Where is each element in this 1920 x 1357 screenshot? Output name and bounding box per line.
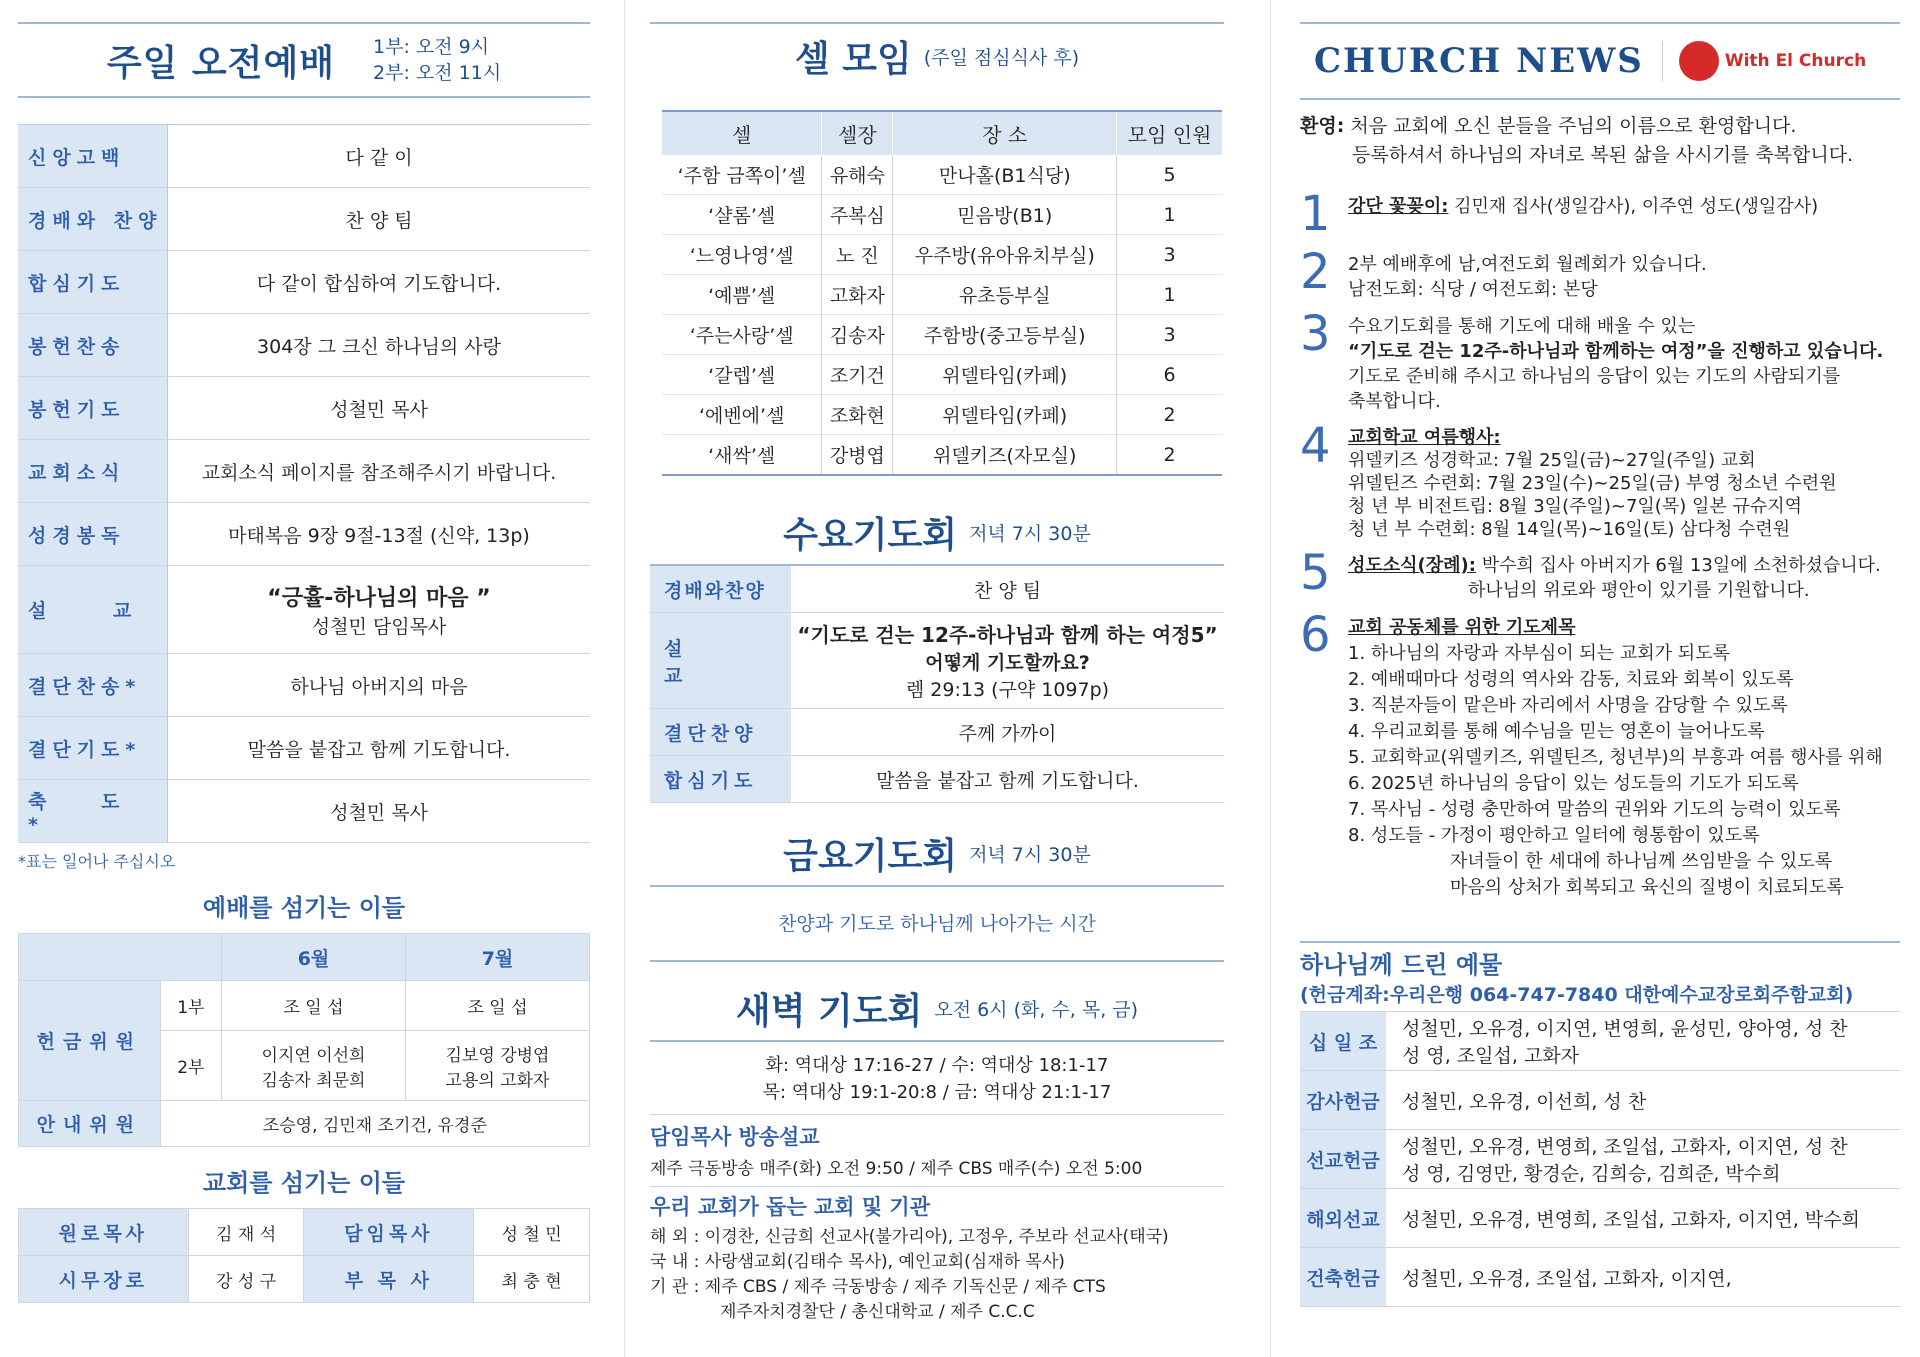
cell-place: 위델타임(카페) <box>893 355 1117 395</box>
news-header <box>1300 22 1900 100</box>
june-2a: 이지연 이선희 <box>261 1045 366 1066</box>
table-row <box>1300 1012 1900 1071</box>
worship-column <box>0 0 620 1357</box>
offering-names: 성철민, 오유경, 이지연, 변영희, 윤성민, 양아영, 성 찬 <box>1402 1018 1848 1040</box>
news-line: 김민재 집사(생일감사), 이주연 성도(생일감사) <box>1454 196 1819 217</box>
cell-col-header: 셀 <box>662 111 822 155</box>
welcome <box>1300 112 1900 170</box>
staff-name: 김 재 석 <box>188 1209 304 1256</box>
offering-table <box>1300 1011 1900 1307</box>
prayer-item: 7. 목사님 - 성령 충만하여 말씀의 권위와 기도의 능력이 있도록 <box>1348 799 1841 820</box>
staff-label: 원로목사 <box>19 1209 189 1256</box>
news-number: 6 <box>1300 607 1331 663</box>
worship-title: 주일 오전예배 <box>106 42 336 84</box>
prayer-item: 자녀들이 한 세대에 하나님께 쓰임받을 수 있도록 <box>1450 851 1833 872</box>
staff-title: 교회를 섬기는 이들 <box>202 1169 406 1197</box>
news-line: 하나님의 위로와 평안이 있기를 기원합니다. <box>1468 580 1810 601</box>
staff-name: 최 충 현 <box>474 1256 590 1303</box>
order-label: 결단기도* <box>18 717 168 780</box>
offering-names: 성 영, 조일섭, 고화자 <box>1402 1045 1580 1067</box>
cell-place: 믿음방(B1) <box>893 195 1117 235</box>
news-line: 수요기도회를 통해 기도에 대해 배울 수 있는 <box>1348 316 1696 337</box>
order-row <box>18 188 590 251</box>
standing-note: *표는 일어나 주십시오 <box>18 852 176 871</box>
support-org-2: 제주자치경찰단 / 총신대학교 / 제주 C.C.C <box>720 1302 1035 1322</box>
table-row <box>1300 1071 1900 1130</box>
support-title: 우리 교회가 돕는 교회 및 기관 <box>650 1195 930 1219</box>
worship-header <box>18 22 590 98</box>
wednesday-table <box>650 566 1224 803</box>
order-row <box>18 377 590 440</box>
worship-time-2: 2부: 오전 11시 <box>373 62 502 84</box>
cell-count: 2 <box>1117 435 1222 476</box>
dawn-header <box>650 976 1224 1042</box>
wed-sermon-sub: 어떻게 기도할까요? <box>925 652 1090 674</box>
offering-label: 선교헌금 <box>1300 1130 1386 1189</box>
cell-count: 5 <box>1117 155 1222 195</box>
dawn-line-1: 화: 역대상 17:16-27 / 수: 역대상 18:1-17 <box>765 1055 1109 1076</box>
offering-names: 성철민, 오유경, 이선희, 성 찬 <box>1402 1090 1647 1113</box>
news-number: 1 <box>1300 186 1331 242</box>
wednesday-header <box>650 500 1224 566</box>
friday-desc: 찬양과 기도로 하나님께 나아가는 시간 <box>650 887 1224 962</box>
table-row <box>662 155 1222 195</box>
hymn-value: 주께 가까이 <box>791 709 1224 756</box>
offering-label: 십 일 조 <box>1300 1012 1386 1071</box>
cell-leader: 고화자 <box>822 275 893 315</box>
cell-name: ‘새싹’셀 <box>662 435 822 476</box>
order-label: 봉헌찬송 <box>18 314 168 377</box>
july-2b: 고용의 고화자 <box>445 1070 550 1091</box>
order-value: 다 같 이 <box>168 125 591 188</box>
order-value: 말씀을 붙잡고 함께 기도합니다. <box>168 717 591 780</box>
order-value: 찬 양 팀 <box>168 188 591 251</box>
order-value: 다 같이 합심하여 기도합니다. <box>168 251 591 314</box>
prayer-item: 8. 성도들 - 가정이 평안하고 일터에 형통함이 있도록 <box>1348 825 1760 846</box>
ushers: 조승영, 김민재 조기건, 유경준 <box>160 1101 589 1147</box>
prayer-item: 1. 하나님의 자랑과 자부심이 되는 교회가 되도록 <box>1348 643 1730 664</box>
news-head: 강단 꽃꽂이: <box>1348 196 1449 217</box>
cell-count: 6 <box>1117 355 1222 395</box>
order-label: 성경봉독 <box>18 503 168 566</box>
order-label: 합심기도 <box>18 251 168 314</box>
table-row <box>662 195 1222 235</box>
table-row <box>1300 1248 1900 1307</box>
cell-place: 위델타임(카페) <box>893 395 1117 435</box>
hymn-label: 결단찬양 <box>650 709 791 756</box>
news-item <box>1300 308 1900 414</box>
offering-committee-label: 헌금위원 <box>19 981 161 1101</box>
table-row <box>662 275 1222 315</box>
staff-label: 담임목사 <box>304 1209 474 1256</box>
friday-time: 저녁 7시 30분 <box>969 843 1091 866</box>
table-row <box>662 355 1222 395</box>
order-value: 성철민 목사 <box>168 377 591 440</box>
prayer-item: 마음의 상처가 회복되고 육신의 질병이 치료되도록 <box>1450 877 1844 898</box>
news-number: 5 <box>1300 545 1331 601</box>
news-line: 박수희 집사 아버지가 6월 13일에 소천하셨습니다. <box>1481 555 1881 576</box>
cell-name: ‘샬롬’셀 <box>662 195 822 235</box>
prayer-item: 2. 예배때마다 성령의 역사와 감동, 치료와 회복이 있도록 <box>1348 669 1794 690</box>
cell-place: 유초등부실 <box>893 275 1117 315</box>
cell-table <box>662 110 1222 476</box>
offering-account: (헌금계좌:우리은행 064-747-7840 대한예수교장로회주함교회) <box>1300 984 1854 1006</box>
cell-place: 우주방(유아유치부실) <box>893 235 1117 275</box>
month-june: 6월 <box>222 934 406 981</box>
friday-title: 금요기도회 <box>783 835 958 877</box>
cell-count: 3 <box>1117 315 1222 355</box>
cell-leader: 강병엽 <box>822 435 893 476</box>
cell-subtitle: (주일 점심식사 후) <box>923 46 1080 69</box>
offering-label: 해외선교 <box>1300 1189 1386 1248</box>
dawn-time: 오전 6시 (화, 수, 목, 금) <box>934 998 1139 1021</box>
offering-names: 성철민, 오유경, 조일섭, 고화자, 이지연, <box>1402 1267 1732 1290</box>
table-row <box>1300 1189 1900 1248</box>
order-row <box>18 654 590 717</box>
offering-names: 성철민, 오유경, 변영희, 조일섭, 고화자, 이지연, 성 찬 <box>1402 1136 1848 1158</box>
order-label: 축 도* <box>18 780 168 843</box>
sermon-label: 설 교 <box>18 566 168 654</box>
cell-name: ‘주는사랑’셀 <box>662 315 822 355</box>
order-label: 신앙고백 <box>18 125 168 188</box>
order-row <box>18 314 590 377</box>
prayer-value: 말씀을 붙잡고 함께 기도합니다. <box>791 756 1224 803</box>
worship-order-table <box>18 124 590 843</box>
cell-name: ‘갈렙’셀 <box>662 355 822 395</box>
order-row <box>18 780 590 843</box>
table-row <box>662 435 1222 476</box>
table-row <box>1300 1130 1900 1189</box>
cell-title: 셀 모임 <box>794 38 912 80</box>
news-item <box>1300 246 1900 302</box>
prayer-label: 합심기도 <box>650 756 791 803</box>
sermon-title: “긍휼-하나님의 마음 ” <box>267 585 491 611</box>
order-row <box>18 125 590 188</box>
news-title: CHURCH NEWS <box>1314 41 1644 81</box>
church-logo-icon <box>1679 41 1719 81</box>
cell-leader: 조화현 <box>822 395 893 435</box>
dawn-line-2: 목: 역대상 19:1-20:8 / 금: 역대상 21:1-17 <box>762 1082 1112 1103</box>
news-line: 위델틴즈 수련회: 7월 23일(수)~25일(금) 부영 청소년 수련원 <box>1348 473 1837 494</box>
offering-title: 하나님께 드린 예물 <box>1300 951 1503 979</box>
wednesday-time: 저녁 7시 30분 <box>969 522 1091 545</box>
order-label: 교회소식 <box>18 440 168 503</box>
cell-place: 주함방(중고등부실) <box>893 315 1117 355</box>
order-row <box>18 503 590 566</box>
wednesday-title: 수요기도회 <box>783 514 958 556</box>
news-line: 축복합니다. <box>1348 391 1441 412</box>
news-head: 성도소식(장례): <box>1348 555 1476 576</box>
order-value: 성철민 목사 <box>168 780 591 843</box>
offering-label: 건축헌금 <box>1300 1248 1386 1307</box>
cell-count: 3 <box>1117 235 1222 275</box>
cell-leader: 유해숙 <box>822 155 893 195</box>
wed-sermon-ref: 렘 29:13 (구약 1097p) <box>905 679 1110 701</box>
servers-title: 예배를 섬기는 이들 <box>202 894 406 922</box>
table-row <box>662 395 1222 435</box>
broadcast-text: 제주 극동방송 매주(화) 오전 9:50 / 제주 CBS 매주(수) 오전 5:00 <box>650 1157 1224 1187</box>
order-row <box>18 251 590 314</box>
prayer-item: 4. 우리교회를 통해 예수님을 믿는 영혼이 늘어나도록 <box>1348 721 1765 742</box>
friday-header <box>650 821 1224 887</box>
july-1: 조 일 섭 <box>406 981 590 1031</box>
prayer-column <box>634 0 1244 1357</box>
usher-label: 안내위원 <box>19 1101 161 1147</box>
news-item <box>1300 188 1900 240</box>
order-row <box>18 717 590 780</box>
news-head: 교회 공동체를 위한 기도제목 <box>1348 617 1576 638</box>
cell-leader: 김송자 <box>822 315 893 355</box>
broadcast-title: 담임목사 방송설교 <box>650 1125 820 1149</box>
order-value: 304장 그 크신 하나님의 사랑 <box>168 314 591 377</box>
staff-label: 시무장로 <box>19 1256 189 1303</box>
worship-time-1: 1부: 오전 9시 <box>373 36 490 58</box>
news-number: 4 <box>1300 418 1331 474</box>
cell-name: ‘에벤에’셀 <box>662 395 822 435</box>
cell-place: 만나홀(B1식당) <box>893 155 1117 195</box>
table-row <box>662 315 1222 355</box>
servers-table <box>18 933 590 1147</box>
news-line: 2부 예배후에 남,여전도회 월례회가 있습니다. <box>1348 254 1707 275</box>
cell-col-header: 셀장 <box>822 111 893 155</box>
sermon-preacher: 성철민 담임목사 <box>311 615 447 638</box>
offering-names: 성 영, 김영만, 황경순, 김희승, 김희준, 박수희 <box>1402 1163 1781 1185</box>
news-line: 청 년 부 수련회: 8월 14일(목)~16일(토) 삼다청 수련원 <box>1348 519 1791 540</box>
wed-sermon-title: “기도로 걷는 12주-하나님과 함께 하는 여정5” <box>797 623 1218 647</box>
church-logo <box>1662 41 1866 81</box>
news-line: 남전도회: 식당 / 여전도회: 본당 <box>1348 279 1598 300</box>
cell-leader: 조기건 <box>822 355 893 395</box>
cell-header <box>650 24 1224 88</box>
order-label: 경배와 찬양 <box>18 188 168 251</box>
order-value: 마태복음 9장 9절-13절 (신약, 13p) <box>168 503 591 566</box>
cell-count: 2 <box>1117 395 1222 435</box>
cell-count: 1 <box>1117 275 1222 315</box>
order-label: 결단찬송* <box>18 654 168 717</box>
staff-label: 부 목 사 <box>304 1256 474 1303</box>
service-1-label: 1부 <box>160 981 221 1031</box>
cell-place: 위델키즈(자모실) <box>893 435 1117 476</box>
news-item <box>1300 420 1900 541</box>
sermon-row <box>18 566 590 654</box>
news-item <box>1300 609 1900 901</box>
wed-sermon-label: 설 교 <box>650 613 791 709</box>
staff-table <box>18 1208 590 1303</box>
prayer-item: 3. 직분자들이 맡은바 자리에서 사명을 감당할 수 있도록 <box>1348 695 1788 716</box>
cell-name: ‘예쁨’셀 <box>662 275 822 315</box>
cell-leader: 노 진 <box>822 235 893 275</box>
news-number: 3 <box>1300 306 1331 362</box>
staff-name: 강 성 구 <box>188 1256 304 1303</box>
welcome-line-1: 처음 교회에 오신 분들을 주님의 이름으로 환영합니다. <box>1350 115 1797 137</box>
cell-leader: 주복심 <box>822 195 893 235</box>
praise-value: 찬 양 팀 <box>791 566 1224 613</box>
news-line: 위델키즈 성경학교: 7월 25일(금)~27일(주일) 교회 <box>1348 450 1756 471</box>
cell-name: ‘느영나영’셀 <box>662 235 822 275</box>
offering-label: 감사헌금 <box>1300 1071 1386 1130</box>
welcome-label: 환영: <box>1300 115 1345 137</box>
prayer-item: 6. 2025년 하나님의 응답이 있는 성도들의 기도가 되도록 <box>1348 773 1799 794</box>
dawn-title: 새벽 기도회 <box>735 990 923 1032</box>
july-2a: 김보영 강병엽 <box>445 1045 550 1066</box>
news-line: 기도로 준비해 주시고 하나님의 응답이 있는 기도의 사람되기를 <box>1348 366 1841 387</box>
june-1: 조 일 섭 <box>222 981 406 1031</box>
service-2-label: 2부 <box>160 1031 221 1101</box>
support-domestic: 국 내 : 사랑샘교회(김태수 목사), 예인교회(심재하 목사) <box>650 1252 1065 1272</box>
church-logo-text: With El Church <box>1724 51 1867 71</box>
news-item <box>1300 547 1900 603</box>
news-number: 2 <box>1300 244 1331 300</box>
order-value: 교회소식 페이지를 참조해주시기 바랍니다. <box>168 440 591 503</box>
cell-name: ‘주함 금쪽이’셀 <box>662 155 822 195</box>
support-overseas: 해 외 : 이경찬, 신금희 선교사(불가리아), 고정우, 주보라 선교사(태국) <box>650 1227 1169 1247</box>
news-line: 청 년 부 비전트립: 8월 3일(주일)~7일(목) 일본 규슈지역 <box>1348 496 1803 517</box>
cell-count: 1 <box>1117 195 1222 235</box>
order-label: 봉헌기도 <box>18 377 168 440</box>
offering-names: 성철민, 오유경, 변영희, 조일섭, 고화자, 이지연, 박수희 <box>1402 1208 1860 1231</box>
news-line: “기도로 걷는 12주-하나님과 함께하는 여정”을 진행하고 있습니다. <box>1348 341 1884 362</box>
support-org-1: 기 관 : 제주 CBS / 제주 극동방송 / 제주 기독신문 / 제주 CTS <box>650 1277 1106 1297</box>
prayer-item: 5. 교회학교(위델키즈, 위델틴즈, 청년부)의 부흥과 여름 행사를 위해 <box>1348 747 1883 768</box>
order-row <box>18 440 590 503</box>
cell-col-header: 장 소 <box>893 111 1117 155</box>
staff-name: 성 철 민 <box>474 1209 590 1256</box>
news-column <box>1290 0 1920 1357</box>
june-2b: 김송자 최문희 <box>261 1070 366 1091</box>
news-head: 교회학교 여름행사: <box>1348 427 1501 448</box>
welcome-line-2: 등록하셔서 하나님의 자녀로 복된 삶을 사시기를 축복합니다. <box>1352 144 1854 166</box>
table-row <box>662 235 1222 275</box>
order-value: 하나님 아버지의 마음 <box>168 654 591 717</box>
cell-col-header: 모임 인원 <box>1117 111 1222 155</box>
praise-label: 경배와찬양 <box>650 566 791 613</box>
month-july: 7월 <box>406 934 590 981</box>
